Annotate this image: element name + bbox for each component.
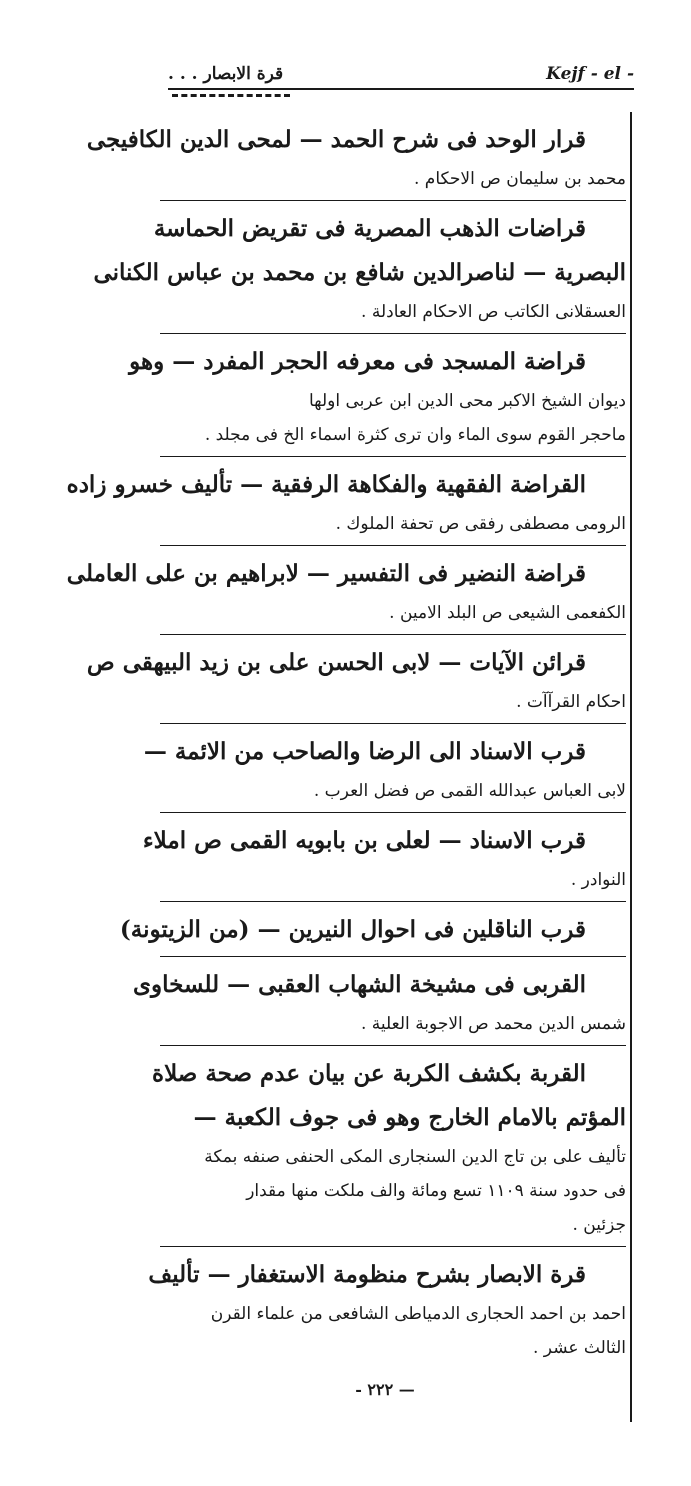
entry-separator — [160, 456, 626, 457]
entry-description-line: احمد بن احمد الحجارى الدمياطى الشافعى من علماء القرن — [210, 1304, 626, 1324]
header-dashes — [172, 94, 290, 97]
entry-separator — [160, 1246, 626, 1247]
dictionary-entry — [86, 641, 626, 719]
entry-separator — [160, 956, 626, 957]
entry-description-line: شمس الدين محمد ص الاجوبة العلية . — [361, 1014, 626, 1034]
dictionary-entry — [66, 463, 626, 541]
entry-separator — [160, 634, 626, 635]
entry-separator — [160, 200, 626, 201]
dictionary-entries — [66, 118, 626, 1365]
entry-title-line: البصرية — لناصرالدين شافع بن محمد بن عباس الكنانى — [93, 259, 626, 286]
entry-title-line: قرب الاسناد الى الرضا والصاحب من الائمة — — [143, 738, 586, 765]
entry-separator — [160, 812, 626, 813]
entry-description-line: لابى العباس عبدالله القمى ص فضل العرب . — [313, 781, 626, 801]
entry-separator — [160, 1045, 626, 1046]
entry-separator — [160, 333, 626, 334]
header-rule — [168, 88, 634, 90]
dictionary-entry — [86, 118, 626, 196]
entry-description-line: محمد بن سليمان ص الاحكام . — [414, 169, 626, 189]
entry-title-line: قرار الوحد فى شرح الحمد — لمحى الدين الكافيجى — [86, 126, 586, 153]
entry-title-line: قرة الابصار بشرح منظومة الاستغفار — تأليف — [148, 1261, 586, 1288]
entry-title-line: القراضة الفقهية والفكاهة الرفقية — تأليف خسرو زاده — [66, 471, 586, 498]
dictionary-entry — [143, 730, 626, 808]
entry-separator — [160, 723, 626, 724]
dictionary-entry — [142, 819, 626, 897]
entry-title-line: قراضة المسجد فى معرفه الحجر المفرد — وهو — [129, 348, 586, 375]
margin-rule — [630, 112, 632, 1422]
entry-title-line: القربى فى مشيخة الشهاب العقبى — للسخاوى — [133, 971, 586, 998]
entry-description-line: الكفعمى الشيعى ص البلد الامين . — [389, 603, 626, 623]
dictionary-entry — [129, 340, 626, 452]
entry-separator — [160, 545, 626, 546]
entry-description-line: النوادر . — [570, 870, 626, 890]
dictionary-entry — [119, 908, 626, 952]
dictionary-entry — [66, 552, 626, 630]
entry-description-line: تأليف على بن تاج الدين السنجارى المكى الحنفى صنفه بمكة — [204, 1147, 626, 1167]
entry-title-line: قرب الاسناد — لعلى بن بابويه القمى ص املاء — [142, 827, 586, 854]
entry-title-line: قراضات الذهب المصرية فى تقريض الحماسة — [153, 215, 586, 242]
entry-description-line: ماحجر القوم سوى الماء وان ترى كثرة اسماء الخ فى مجلد . — [204, 425, 626, 445]
entry-description-line: العسقلانى الكاتب ص الاحكام العادلة . — [361, 302, 626, 322]
entry-title-line: قرائن الآيات — لابى الحسن على بن زيد البيهقى ص — [86, 649, 586, 676]
entry-description-line: جزئين . — [572, 1215, 626, 1235]
entry-description-line: الثالث عشر . — [533, 1338, 626, 1358]
entry-title-line: المؤتم بالامام الخارج وهو فى جوف الكعبة — — [193, 1104, 626, 1131]
running-header-latin: Kejf - el - — [546, 64, 634, 84]
entry-description-line: الرومى مصطفى رفقى ص تحفة الملوك . — [335, 514, 626, 534]
entry-title-line: القربة بكشف الكربة عن بيان عدم صحة صلاة — [152, 1060, 586, 1087]
running-header — [168, 58, 634, 88]
dictionary-entry — [93, 207, 626, 329]
entry-description-line: ديوان الشيخ الاكبر محى الدين ابن عربى اولها — [308, 391, 626, 411]
entry-description-line: فى حدود سنة ١١٠٩ تسع ومائة والف ملكت منها مقدار — [246, 1181, 626, 1201]
page-number: — ٢٢٢ - — [355, 1380, 415, 1399]
entry-title-line: قراضة النضير فى التفسير — لابراهيم بن على العاملى — [66, 560, 586, 587]
dictionary-entry — [152, 1052, 626, 1242]
dictionary-entry — [148, 1253, 626, 1365]
entry-title-line: قرب الناقلين فى احوال النيرين — (من الزيتونة) — [119, 916, 586, 943]
running-header-title: قرة الابصار . . . — [168, 64, 284, 84]
entry-separator — [160, 901, 626, 902]
entry-description-line: احكام القرآآت . — [516, 692, 626, 712]
dictionary-entry — [133, 963, 626, 1041]
